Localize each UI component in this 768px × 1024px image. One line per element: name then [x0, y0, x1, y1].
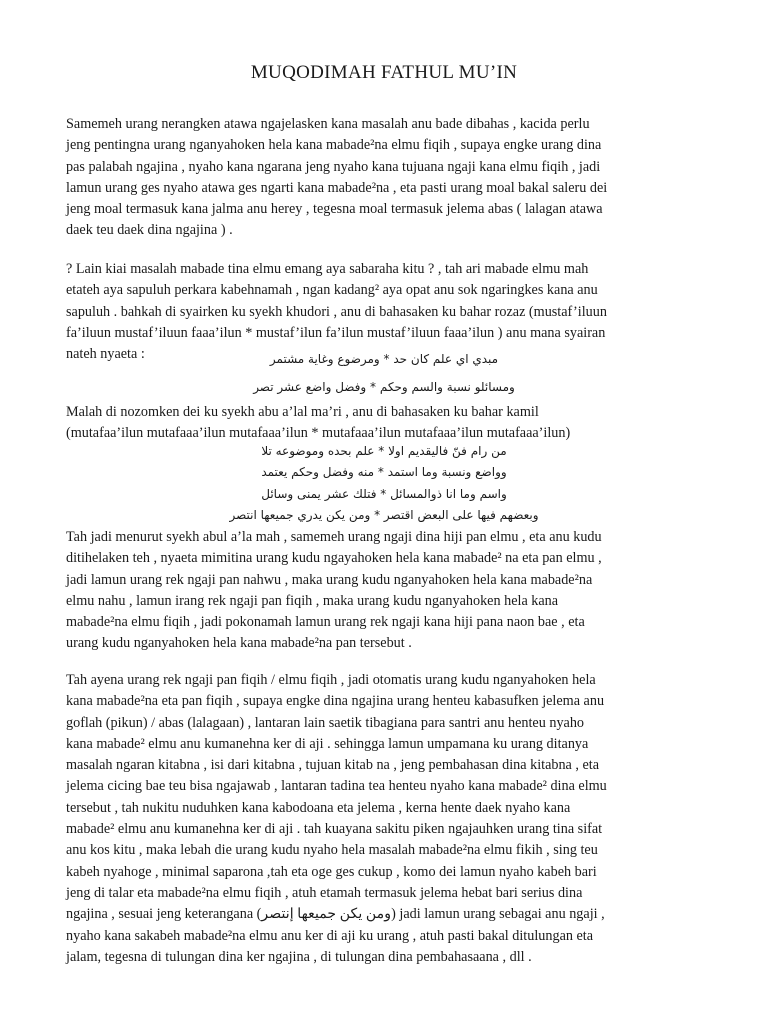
- verse-line: واسم وما انا ذوالمسائل * فتلك عشر يمنى وسائل: [261, 487, 507, 501]
- verse-line: وواضع ونسبة وما استمد * منه وفضل وحكم يعتمد: [261, 465, 507, 479]
- verse-line: وبعضهم فيها على البعض اقتصر * ومن يكن يدري جميعها انتصر: [229, 508, 539, 522]
- verse-line: من رام فنّ فاليقديم اولا * علم بحده وموضوعه تلا: [261, 444, 507, 458]
- paragraph-nazom: Malah di nozomken dei ku syekh abu a’lal ma’ri , anu di bahasaken ku bahar kamil (mutafaa’ilun mutafaaa’ilun mutafaaa’ilun * mutafaaa’ilun mutafaaa’ilun mutafaaa’ilun): [66, 404, 571, 442]
- paragraph-intro: Samemeh urang nerangken atawa ngajelasken kana masalah anu bade dibahas , kacida perlu jeng pentingna urang nganyahoken hela kana mabade²na elmu fiqih , supaya engke urang dina pas palabah ngajina , nyaho kana ngarana jeng nyaho kana tujuana ngaji kana elmu fiqih , jadi lamun urang ges nyaho atawa ges ngarti kana mabade²na , eta pasti urang moal bakal saleru dei jeng moal termasuk kana jalma anu herey , tegesna moal termasuk jelema abas ( lalagan atawa daek teu daek dina ngajina ) .: [66, 116, 608, 239]
- paragraph-mabade-count: ? Lain kiai masalah mabade tina elmu emang aya sabaraha kitu ? , tah ari mabade elmu mah etateh aya sapuluh perkara kabehnamah , ngan kadang² aya opat anu sok ngaringkes kana anu sapuluh . bahkah di syairken ku syekh khudori , anu di bahasaken ku bahar rozaz (mustaf’iluun fa’iluun mustaf’iluun faaa’ilun * mustaf’ilun fa’ilun mustaf’iluun faaa’ilun ) anu mana syairan nateh nyaeta :: [66, 261, 607, 363]
- page-title: MUQODIMAH FATHUL MU’IN: [250, 62, 518, 83]
- verse-line: مبدي اي علم كان حد * ومرضوع وغاية مشتمر: [269, 352, 499, 366]
- verse-line: ومسائلو نسبة والسم وحكم * وفضل واضع عشر تصر: [253, 380, 515, 394]
- paragraph-fiqih: Tah ayena urang rek ngaji pan fiqih / elmu fiqih , jadi otomatis urang kudu nganyahoken hela kana mabade²na eta pan fiqih , supaya engke dina ngajina urang henteu kabasufken jelema anu goflah (pikun) / abas (lalagaan) , lantaran lain saetik tibagiana para santri anu henteu nyaho kana mabade² elmu anu kumanehna ker di aji . sehingga lamun umpamana ku urang ditanya masalah ngaran kitabna , isi dari kitabna , tujuan kitab na , jeng pembahasan dina kitabna , eta jelema cicing bae teu bisa ngajawab , lantaran tadina tea henteu nyaho kana mabade² dina elmu tersebut , tah nukitu nuduhken kana kabodoana eta jelema , kerna hente daek nyaho kana mabade² elmu anu kumanehna ker di aji . tah kuayana sakitu piken ngajauhken urang tina sifat anu kos kitu , maka lebah die urang kudu nyaho hela masalah mabade²na elmu fikih , sing teu kabeh nyahoge , minimal saparona ,tah eta oge ges cukup , komo dei lamun nyaho kabeh bari jeng di talar eta mabade²na elmu fiqih , atuh etamah termasuk jelema hebat bari serius dina ngajina , sesuai jeng keterangana (ومن يكن جميعها إنتصر) jadi lamun urang sebagai anu ngaji , nyaho kana sakabeh mabade²na elmu anu ker di aji ku urang , atuh pasti bakal ditulungan eta jalam, tegesna di tulungan dina ker ngajina , di tulungan dina pembahasaana , dll .: [66, 672, 607, 965]
- paragraph-explanation: Tah jadi menurut syekh abul a’la mah , samemeh urang ngaji dina hiji pan elmu , eta anu kudu ditihelaken teh , nyaeta mimitina urang kudu ngayahoken hela kana mabade² na eta pan elmu , jadi lamun urang rek ngaji pan nahwu , maka urang kudu nganyahoken hela kana mabade²na elmu nahu , lamun irang rek ngaji pan fiqih , maka urang kudu nganyahoken hela kana mabade²na elmu fiqih , jadi pokonamah lamun urang rek ngaji kana hiji pana naon bae , eta urang kudu nganyahoken hela kana mabade²na pan tersebut .: [66, 529, 602, 652]
